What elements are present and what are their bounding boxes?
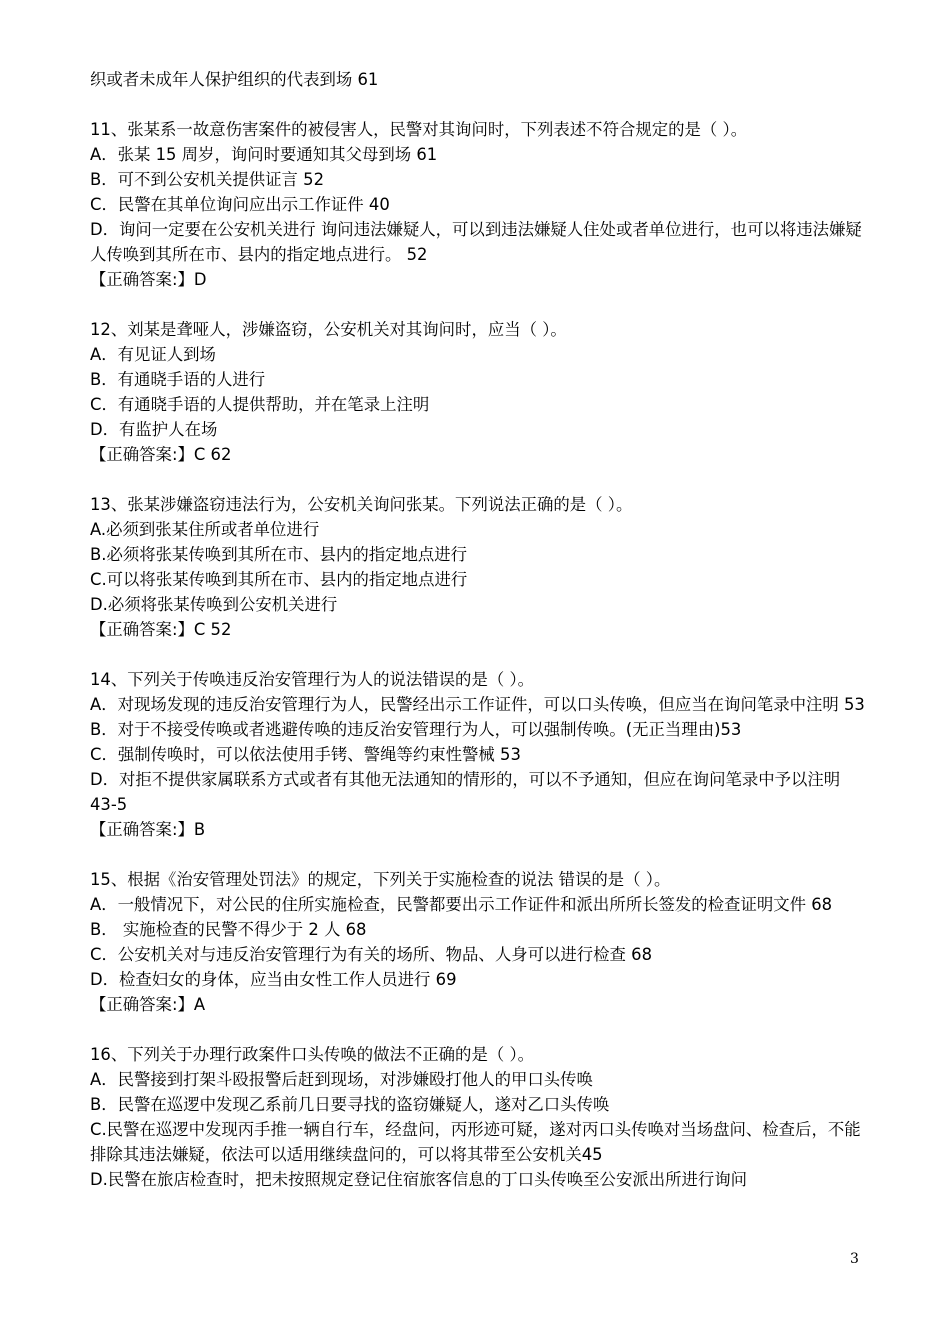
document-page <box>90 67 870 1192</box>
option-a: A．一般情况下，对公民的住所实施检查，民警都要出示工作证件和派出所所长签发的检查证明文件 68 <box>90 895 833 914</box>
option-d: D.民警在旅店检查时，把未按照规定登记住宿旅客信息的丁口头传唤至公安派出所进行询问 <box>90 1170 748 1189</box>
correct-answer: 【正确答案:】C 62 <box>90 445 232 464</box>
option-c: C．公安机关对与违反治安管理行为有关的场所、物品、人身可以进行检查 68 <box>90 945 653 964</box>
spacer <box>90 92 870 117</box>
option-b: B．对于不接受传唤或者逃避传唤的违反治安管理行为人，可以强制传唤。(无正当理由)53 <box>90 720 742 739</box>
option-a: A．张某 15 周岁，询问时要通知其父母到场 61 <box>90 145 438 164</box>
option-d: D．有监护人在场 <box>90 420 218 439</box>
option-a: A．民警接到打架斗殴报警后赶到现场，对涉嫌殴打他人的甲口头传唤 <box>90 1070 593 1089</box>
option-a: A.必须到张某住所或者单位进行 <box>90 520 320 539</box>
option-c: C.民警在巡逻中发现丙手推一辆自行车，经盘问，丙形迹可疑，遂对丙口头传唤对当场盘问、检查后，不能排除其违法嫌疑，依法可以适用继续盘问的，可以将其带至公安机关45 <box>90 1120 861 1164</box>
option-c: C．有通晓手语的人提供帮助，并在笔录上注明 <box>90 395 430 414</box>
option-d: D．对拒不提供家属联系方式或者有其他无法通知的情形的，可以不予通知，但应在询问笔录中予以注明 43-5 <box>90 770 841 814</box>
question-stem: 16、下列关于办理行政案件口头传唤的做法不正确的是（ ）。 <box>90 1045 535 1064</box>
option-d: D．检查妇女的身体，应当由女性工作人员进行 69 <box>90 970 457 989</box>
question-14 <box>90 667 870 842</box>
option-d: D．询问一定要在公安机关进行 询问违法嫌疑人，可以到违法嫌疑人住处或者单位进行，也可以将违法嫌疑人传唤到其所在市、县内的指定地点进行。 52 <box>90 220 862 264</box>
option-a: A．有见证人到场 <box>90 345 216 364</box>
option-c: C．民警在其单位询问应出示工作证件 40 <box>90 195 390 214</box>
spacer <box>90 1017 870 1042</box>
option-b: B． 实施检查的民警不得少于 2 人 68 <box>90 920 367 939</box>
question-11 <box>90 117 870 292</box>
question-stem: 12、刘某是聋哑人，涉嫌盗窃，公安机关对其询问时，应当（ ）。 <box>90 320 567 339</box>
option-a: A．对现场发现的违反治安管理行为人，民警经出示工作证件，可以口头传唤，但应当在询问笔录中注明 53 <box>90 695 865 714</box>
correct-answer: 【正确答案:】D <box>90 270 207 289</box>
option-d: D.必须将张某传唤到公安机关进行 <box>90 595 338 614</box>
option-b: B．民警在巡逻中发现乙系前几日要寻找的盗窃嫌疑人，遂对乙口头传唤 <box>90 1095 610 1114</box>
correct-answer: 【正确答案:】B <box>90 820 206 839</box>
option-c: C.可以将张某传唤到其所在市、县内的指定地点进行 <box>90 570 468 589</box>
correct-answer: 【正确答案:】C 52 <box>90 620 232 639</box>
option-c: C．强制传唤时，可以依法使用手铐、警绳等约束性警械 53 <box>90 745 521 764</box>
option-b: B．有通晓手语的人进行 <box>90 370 266 389</box>
question-12 <box>90 317 870 467</box>
spacer <box>90 842 870 867</box>
question-16 <box>90 1042 870 1192</box>
spacer <box>90 292 870 317</box>
question-15 <box>90 867 870 1017</box>
continuation-text: 织或者未成年人保护组织的代表到场 61 <box>90 70 379 89</box>
question-13 <box>90 492 870 642</box>
option-b: B.必须将张某传唤到其所在市、县内的指定地点进行 <box>90 545 468 564</box>
question-stem: 11、张某系一故意伤害案件的被侵害人，民警对其询问时，下列表述不符合规定的是（ ）。 <box>90 120 748 139</box>
spacer <box>90 467 870 492</box>
question-stem: 15、根据《治安管理处罚法》的规定，下列关于实施检查的说法 错误的是（ ）。 <box>90 870 671 889</box>
question-stem: 14、下列关于传唤违反治安管理行为人的说法错误的是（ ）。 <box>90 670 535 689</box>
page-number: 3 <box>850 1251 859 1267</box>
option-b: B．可不到公安机关提供证言 52 <box>90 170 324 189</box>
spacer <box>90 642 870 667</box>
correct-answer: 【正确答案:】A <box>90 995 206 1014</box>
question-stem: 13、张某涉嫌盗窃违法行为，公安机关询问张某。下列说法正确的是（ ）。 <box>90 495 633 514</box>
